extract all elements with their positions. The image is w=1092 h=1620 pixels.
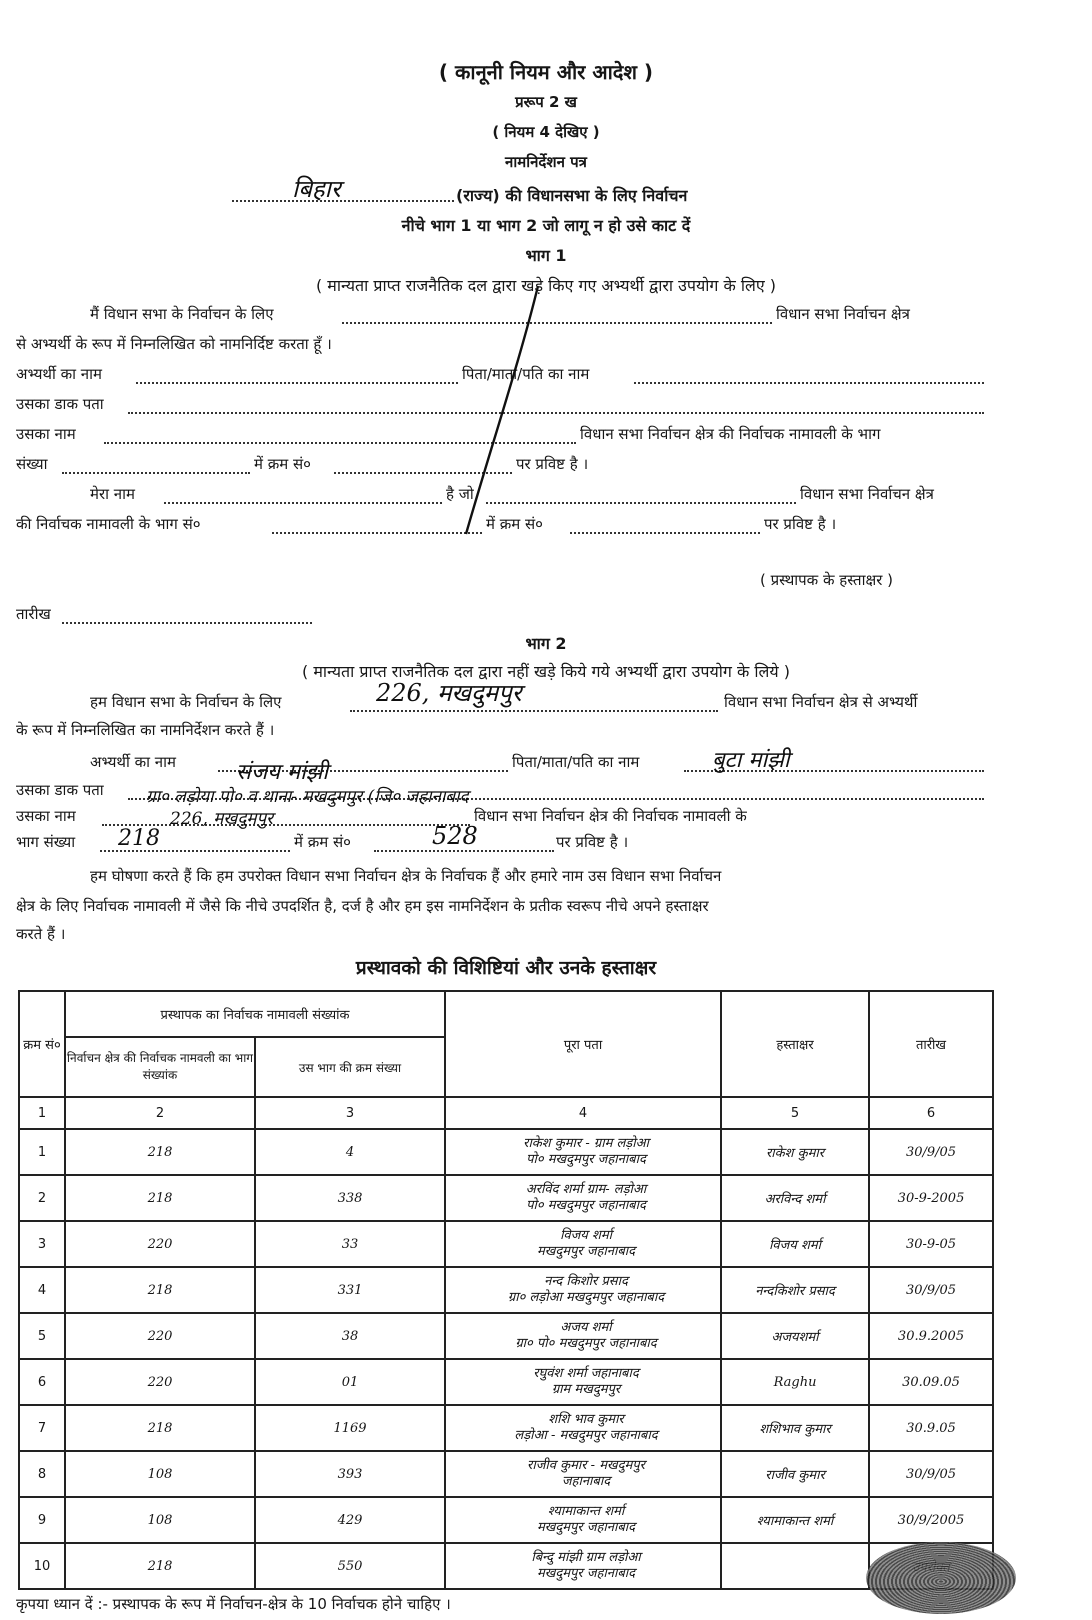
row-signature: नन्दकिशोर प्रसाद	[721, 1267, 869, 1313]
row-serial: 6	[19, 1359, 65, 1405]
p1-myname-dots	[164, 502, 442, 504]
row-address	[445, 1543, 721, 1589]
row-address	[445, 1175, 721, 1221]
rule-reference: ( नियम 4 देखिए )	[492, 123, 600, 141]
row-date: 30/9/2005	[869, 1497, 993, 1543]
row-address	[445, 1405, 721, 1451]
row-part-number: 108	[65, 1497, 255, 1543]
row-address-line1: शशि भाव कुमार	[548, 1412, 624, 1427]
row-serial: 10	[19, 1543, 65, 1589]
state-dotted-line	[232, 200, 454, 202]
row-address-line2: मखदुमपुर जहानाबाद	[536, 1520, 636, 1535]
p1-line1-suffix: विधान सभा निर्वाचन क्षेत्र	[776, 305, 910, 323]
row-serial: 4	[19, 1267, 65, 1313]
proposer-signature-label: ( प्रस्थापक के हस्ताक्षर )	[760, 571, 894, 589]
header-signature: हस्ताक्षर	[721, 991, 869, 1097]
p2-address-label: उसका डाक पता	[16, 781, 104, 799]
row-signature: अजयशर्मा	[721, 1313, 869, 1359]
document-name: नामनिर्देशन पत्र	[505, 153, 587, 171]
row-address	[445, 1129, 721, 1175]
p1-line1-dots	[342, 322, 772, 324]
handwritten-serial-no: 528	[432, 822, 478, 850]
p2-line2: के रूप में निम्नलिखित का नामनिर्देशन करते हैं ।	[16, 721, 275, 739]
row-date: 30-9-05	[869, 1221, 993, 1267]
proposers-table	[18, 990, 994, 1590]
p1-address-dots	[128, 412, 984, 414]
row-address	[445, 1267, 721, 1313]
row-part-number: 220	[65, 1221, 255, 1267]
row-serial-in-part: 550	[255, 1543, 445, 1589]
row-signature: राजीव कुमार	[721, 1451, 869, 1497]
strike-instruction: नीचे भाग 1 या भाग 2 जो लागू न हो उसे काट दें	[401, 216, 691, 235]
column-number: 4	[445, 1097, 721, 1129]
row-address	[445, 1313, 721, 1359]
declaration-line-3: करते हैं ।	[16, 925, 66, 943]
p1-candidate-label: अभ्यर्थी का नाम	[16, 365, 102, 383]
header-part-number: निर्वाचन क्षेत्र की निर्वाचक नामवली का भाग संख्यांक	[65, 1037, 255, 1097]
row-address-line2: ग्राम मखदुमपुर	[551, 1382, 621, 1397]
p1-line1-prefix: मैं विधान सभा के निर्वाचन के लिए	[90, 305, 274, 323]
p2-serial-label: में क्रम सं०	[294, 833, 351, 851]
p2-line1-prefix: हम विधान सभा के निर्वाचन के लिए	[90, 693, 282, 711]
handwritten-father-name: बुटा मांझी	[712, 748, 790, 773]
page-title: ( कानूनी नियम और आदेश )	[438, 60, 654, 84]
p1-entered: पर प्रविष्ट है ।	[516, 455, 589, 473]
column-number: 1	[19, 1097, 65, 1129]
row-serial: 2	[19, 1175, 65, 1221]
p1-date-dots	[62, 622, 312, 624]
p1-rollpart-label: की निर्वाचक नामावली के भाग सं०	[16, 515, 201, 533]
p1-rollpart-dots	[272, 532, 482, 534]
p1-myname-label: मेरा नाम	[90, 485, 135, 503]
p1-const-label: विधान सभा निर्वाचन क्षेत्र	[800, 485, 934, 503]
election-heading: (राज्य) की विधानसभा के लिए निर्वाचन	[456, 186, 688, 205]
row-address-line1: अजय शर्मा	[560, 1320, 612, 1335]
handwritten-address: ग्रा० लड़ोया पो० व थाना- मखदुमपुर (जि० जहानाबाद	[146, 787, 469, 807]
p1-serial-label: में क्रम सं०	[254, 455, 311, 473]
handwritten-state: बिहार	[292, 175, 341, 203]
p1-partno-dots	[62, 472, 250, 474]
p1-address-label: उसका डाक पता	[16, 395, 104, 413]
form-number: प्ररूप 2 ख	[515, 93, 577, 111]
p1-serial2-label: में क्रम सं०	[486, 515, 543, 533]
row-serial-in-part: 1169	[255, 1405, 445, 1451]
p2-serial-dots	[374, 850, 554, 852]
handwritten-part-no: 218	[118, 826, 160, 851]
table-row	[19, 1175, 993, 1221]
part2-subheading: ( मान्यता प्राप्त राजनैतिक दल द्वारा नहीं खड़े किये गये अभ्यर्थी द्वारा उपयोग के लिये )	[302, 662, 790, 681]
row-serial-in-part: 393	[255, 1451, 445, 1497]
row-address	[445, 1221, 721, 1267]
row-serial-in-part: 33	[255, 1221, 445, 1267]
row-serial-in-part: 01	[255, 1359, 445, 1405]
p2-name-label: उसका नाम	[16, 807, 76, 825]
row-address-line1: नन्द किशोर प्रसाद	[544, 1274, 628, 1289]
p1-roll-text: विधान सभा निर्वाचन क्षेत्र की निर्वाचक नामावली के भाग	[580, 425, 881, 443]
row-address-line2: लड़ोआ - मखदुमपुर जहानाबाद	[514, 1428, 658, 1443]
row-address-line1: राकेश कुमार - ग्राम लड़ोआ	[523, 1136, 649, 1151]
column-number: 6	[869, 1097, 993, 1129]
row-serial: 7	[19, 1405, 65, 1451]
table-row	[19, 1543, 993, 1589]
row-address-line1: विजय शर्मा	[560, 1228, 612, 1243]
row-address	[445, 1451, 721, 1497]
part1-heading: भाग 1	[525, 246, 567, 265]
row-part-number: 218	[65, 1175, 255, 1221]
proposers-table-title: प्रस्थावको की विशिष्टियां और उनके हस्ताक्षर	[355, 957, 657, 979]
row-date: 30.09.05	[869, 1359, 993, 1405]
part1-strike-mark	[460, 280, 550, 540]
row-address-line1: श्यामाकान्त शर्मा	[547, 1504, 625, 1519]
row-signature: अरविन्द शर्मा	[721, 1175, 869, 1221]
row-address-line2: मखदुमपुर जहानाबाद	[536, 1566, 636, 1581]
p2-entered: पर प्रविष्ट है ।	[556, 833, 629, 851]
row-date: 30/9/05	[869, 1267, 993, 1313]
row-address-line2: ग्रा० पो० मखदुमपुर जहानाबाद	[515, 1336, 657, 1351]
row-serial: 8	[19, 1451, 65, 1497]
p2-partno-label: भाग संख्या	[16, 833, 76, 851]
row-address-line2: पो० मखदुमपुर जहानाबाद	[526, 1198, 646, 1213]
table-row	[19, 1221, 993, 1267]
header-full-address: पूरा पता	[445, 991, 721, 1097]
p2-candidate-label: अभ्यर्थी का नाम	[90, 753, 176, 771]
declaration-line-2: क्षेत्र के लिए निर्वाचक नामावली में जैसे कि नीचे उपदर्शित है, दर्ज है और हम इस नामनिर्देशन के प्रतीक स्वरूप नीचे अपने हस्ताक्षर	[16, 897, 709, 915]
declaration-line-1: हम घोषणा करते हैं कि हम उपरोक्त विधान सभा निर्वाचन क्षेत्र के निर्वाचक हैं और हमारे नाम उस विधान सभा निर्वाचन	[90, 867, 722, 885]
header-serial: क्रम सं०	[19, 991, 65, 1097]
row-date: 30-9-2005	[869, 1175, 993, 1221]
row-part-number: 218	[65, 1129, 255, 1175]
p1-serial2-dots	[570, 532, 760, 534]
row-serial-in-part: 429	[255, 1497, 445, 1543]
row-part-number: 108	[65, 1451, 255, 1497]
p1-line2: से अभ्यर्थी के रूप में निम्नलिखित को नामनिर्दिष्ट करता हूँ ।	[16, 335, 332, 353]
p2-roll-text: विधान सभा निर्वाचन क्षेत्र की निर्वाचक नामावली के	[474, 807, 747, 825]
handwritten-constituency: 226, मखदुमपुर	[376, 679, 522, 707]
header-serial-in-part: उस भाग की क्रम संख्या	[255, 1037, 445, 1097]
row-address-line1: राजीव कुमार - मखदुमपुर	[527, 1458, 645, 1473]
column-number: 2	[65, 1097, 255, 1129]
row-part-number: 218	[65, 1405, 255, 1451]
p1-partno-label: संख्या	[16, 455, 48, 473]
table-row	[19, 1313, 993, 1359]
row-serial: 5	[19, 1313, 65, 1359]
row-signature: राकेश कुमार	[721, 1129, 869, 1175]
row-address-line2: जहानाबाद	[561, 1474, 611, 1489]
table-row	[19, 1405, 993, 1451]
p1-father-label: पिता/माता/पति का नाम	[462, 365, 590, 383]
p2-father-label: पिता/माता/पति का नाम	[512, 753, 640, 771]
row-serial-in-part: 331	[255, 1267, 445, 1313]
table-row	[19, 1497, 993, 1543]
p1-entered2: पर प्रविष्ट है ।	[764, 515, 837, 533]
row-address	[445, 1359, 721, 1405]
p1-date-label: तारीख	[16, 605, 51, 623]
row-part-number: 218	[65, 1543, 255, 1589]
row-date: 30/9/05	[869, 1451, 993, 1497]
table-row	[19, 1359, 993, 1405]
footer-note: कृपया ध्यान दें :- प्रस्थापक के रूप में निर्वाचन-क्षेत्र के 10 निर्वाचक होने चाहिए ।	[16, 1595, 451, 1613]
row-signature: शशिभाव कुमार	[721, 1405, 869, 1451]
row-serial-in-part: 338	[255, 1175, 445, 1221]
row-signature: Raghu	[721, 1359, 869, 1405]
p1-iswho: है जो	[446, 485, 474, 503]
p2-line1-suffix: विधान सभा निर्वाचन क्षेत्र से अभ्यर्थी	[724, 693, 918, 711]
row-serial-in-part: 38	[255, 1313, 445, 1359]
row-address-line2: ग्रा० लड़ोआ मखदुमपुर जहानाबाद	[507, 1290, 665, 1305]
p1-name-label: उसका नाम	[16, 425, 76, 443]
row-address-line1: रघुवंश शर्मा जहानाबाद	[533, 1366, 639, 1381]
row-date: 30/9/05	[869, 1129, 993, 1175]
column-number: 5	[721, 1097, 869, 1129]
row-address-line2: मखदुमपुर जहानाबाद	[536, 1244, 636, 1259]
row-signature: श्यामाकान्त शर्मा	[721, 1497, 869, 1543]
row-serial-in-part: 4	[255, 1129, 445, 1175]
row-serial: 3	[19, 1221, 65, 1267]
part2-heading: भाग 2	[525, 634, 567, 653]
table-row	[19, 1451, 993, 1497]
row-date: 30.9.05	[869, 1405, 993, 1451]
column-number: 3	[255, 1097, 445, 1129]
row-address-line1: अरविंद शर्मा ग्राम- लड़ोआ	[525, 1182, 647, 1197]
row-address-line2: पो० मखदुमपुर जहानाबाद	[526, 1152, 646, 1167]
row-signature: विजय शर्मा	[721, 1221, 869, 1267]
part1-subheading: ( मान्यता प्राप्त राजनैतिक दल द्वारा खड़े किए गए अभ्यर्थी द्वारा उपयोग के लिए )	[315, 276, 777, 295]
row-serial: 1	[19, 1129, 65, 1175]
row-part-number: 220	[65, 1313, 255, 1359]
handwritten-his-name: 226, मखदुमपुर	[170, 809, 274, 829]
header-date: तारीख	[869, 991, 993, 1097]
row-address	[445, 1497, 721, 1543]
row-part-number: 218	[65, 1267, 255, 1313]
thumbprint	[866, 1542, 1016, 1614]
p1-father-dots	[634, 382, 984, 384]
row-signature	[721, 1543, 869, 1589]
p1-candidate-dots	[136, 382, 458, 384]
row-date: 30.9.2005	[869, 1313, 993, 1359]
row-part-number: 220	[65, 1359, 255, 1405]
table-row	[19, 1267, 993, 1313]
row-serial: 9	[19, 1497, 65, 1543]
handwritten-candidate-name: संजय मांझी	[236, 760, 329, 785]
p2-line1-dots	[350, 710, 718, 712]
row-address-line1: बिन्दु मांझी ग्राम लड़ोआ	[531, 1550, 641, 1565]
header-roll-number: प्रस्थापक का निर्वाचक नामावली संख्यांक	[65, 991, 445, 1037]
table-row	[19, 1129, 993, 1175]
